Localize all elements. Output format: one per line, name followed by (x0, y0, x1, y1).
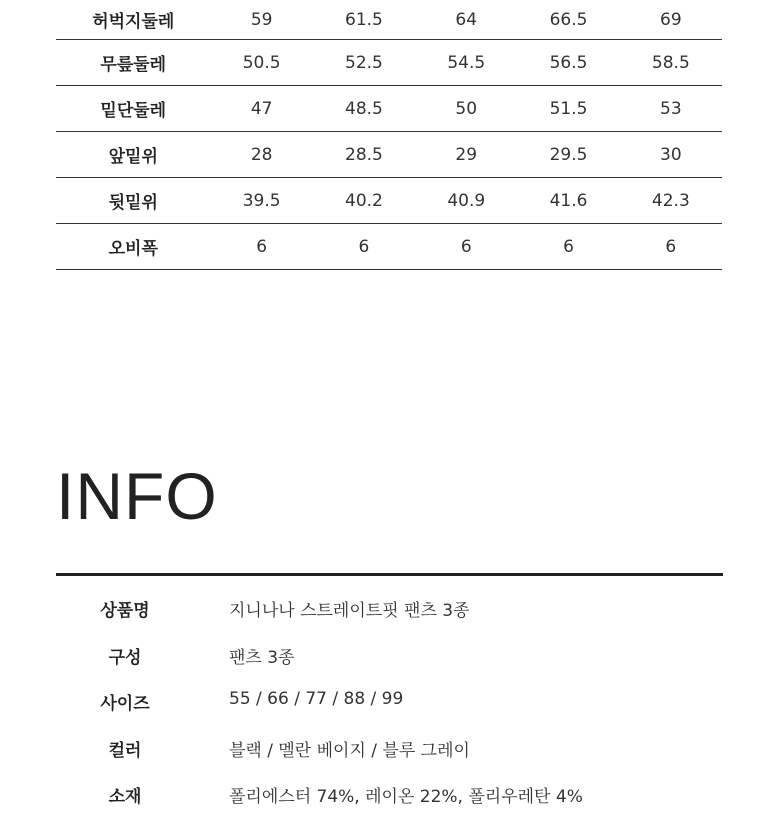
table-cell: 61.5 (313, 0, 415, 40)
info-list (56, 585, 723, 818)
table-cell: 6 (620, 224, 722, 270)
row-label: 무릎둘레 (56, 40, 211, 86)
table-cell: 53 (620, 86, 722, 132)
table-cell: 28.5 (313, 132, 415, 178)
table-cell: 52.5 (313, 40, 415, 86)
info-key: 사이즈 (100, 694, 150, 714)
info-key: 소재 (108, 787, 142, 807)
info-key: 상품명 (100, 601, 150, 621)
info-row-composition (56, 632, 723, 679)
table-row (56, 40, 722, 86)
table-cell: 64 (415, 0, 517, 40)
table-cell: 40.9 (415, 178, 517, 224)
table-cell: 6 (517, 224, 619, 270)
size-table (56, 0, 722, 270)
info-heading: INFO (56, 459, 218, 533)
info-row-color (56, 725, 723, 772)
table-cell: 6 (415, 224, 517, 270)
table-cell: 29.5 (517, 132, 619, 178)
table-cell: 69 (620, 0, 722, 40)
table-cell: 59 (211, 0, 313, 40)
info-value: 팬츠 3종 (229, 647, 295, 668)
info-row-size (56, 678, 723, 725)
table-cell: 51.5 (517, 86, 619, 132)
info-row-material (56, 771, 723, 818)
info-row-product-name (56, 585, 723, 632)
table-cell: 6 (313, 224, 415, 270)
table-row (56, 224, 722, 270)
info-value: 블랙 / 멜란 베이지 / 블루 그레이 (229, 740, 470, 761)
row-label: 오비폭 (56, 224, 211, 270)
info-key: 구성 (108, 647, 142, 668)
info-key: 컬러 (108, 740, 142, 761)
table-cell: 48.5 (313, 86, 415, 132)
table-row (56, 132, 722, 178)
info-value: 55 / 66 / 77 / 88 / 99 (229, 689, 404, 709)
table-cell: 28 (211, 132, 313, 178)
table-cell: 56.5 (517, 40, 619, 86)
table-cell: 6 (211, 224, 313, 270)
table-cell: 29 (415, 132, 517, 178)
table-row (56, 0, 722, 40)
table-cell: 41.6 (517, 178, 619, 224)
row-label: 뒷밑위 (56, 178, 211, 224)
info-value: 지니나나 스트레이트핏 팬츠 3종 (229, 601, 470, 621)
table-row (56, 178, 722, 224)
table-cell: 50.5 (211, 40, 313, 86)
row-label: 밑단둘레 (56, 86, 211, 132)
table-cell: 39.5 (211, 178, 313, 224)
table-cell: 47 (211, 86, 313, 132)
table-cell: 42.3 (620, 178, 722, 224)
info-value: 폴리에스터 74%, 레이온 22%, 폴리우레탄 4% (229, 787, 583, 807)
table-cell: 50 (415, 86, 517, 132)
table-cell: 30 (620, 132, 722, 178)
table-cell: 54.5 (415, 40, 517, 86)
table-cell: 40.2 (313, 178, 415, 224)
table-cell: 66.5 (517, 0, 619, 40)
row-label: 허벅지둘레 (56, 0, 211, 40)
row-label: 앞밑위 (56, 132, 211, 178)
info-divider (56, 573, 723, 576)
table-cell: 58.5 (620, 40, 722, 86)
table-row (56, 86, 722, 132)
